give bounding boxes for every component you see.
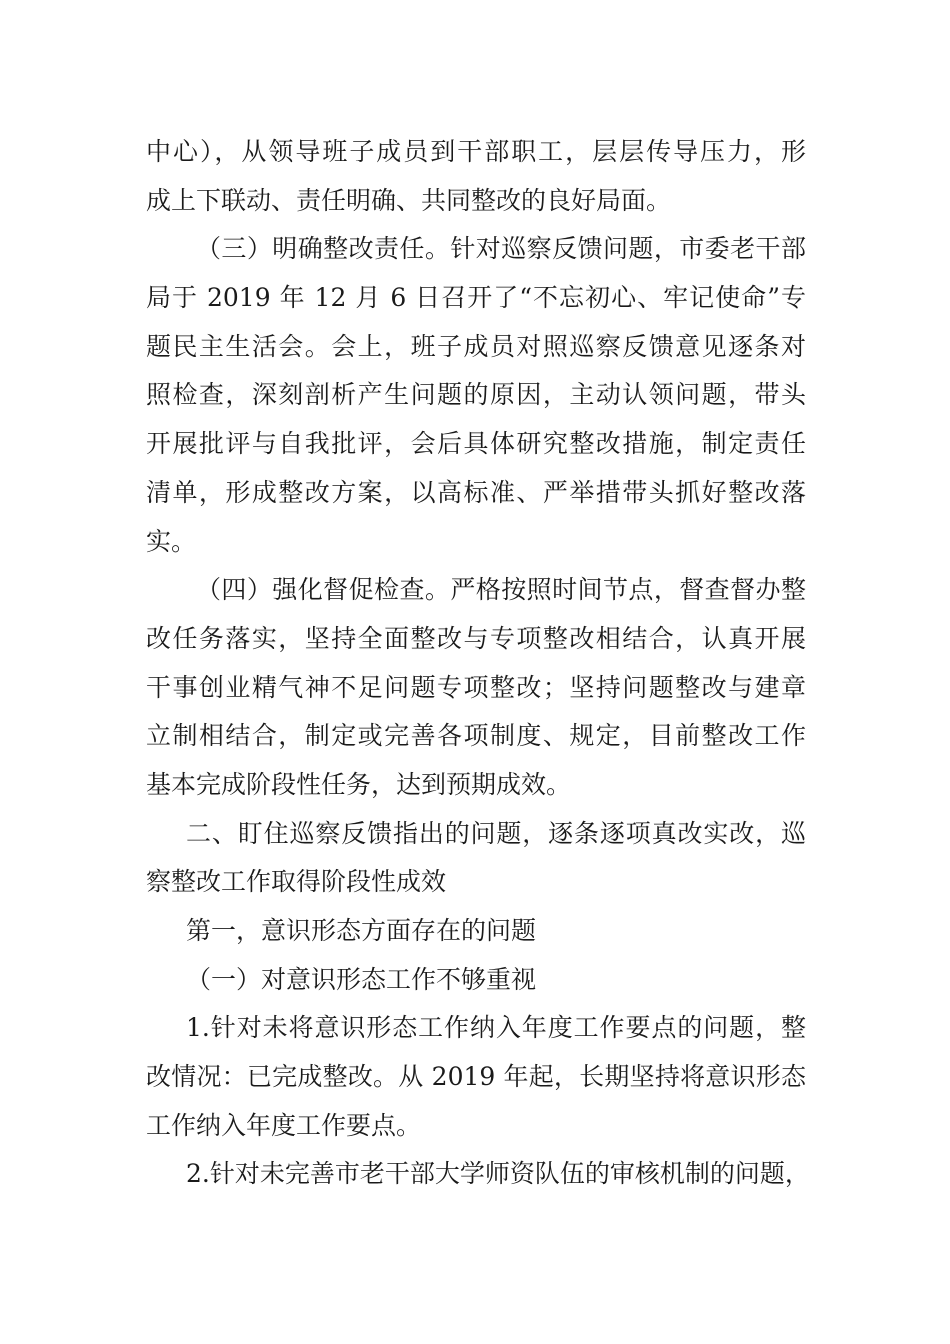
text-line: 开展批评与自我批评，会后具体研究整改措施，制定责任: [146, 429, 806, 459]
paragraph-section-4: [146, 566, 806, 809]
text-line: 二、盯住巡察反馈指出的问题，逐条逐项真改实改，巡: [186, 818, 806, 848]
text-line: （三）明确整改责任。针对巡察反馈问题，市委老干部: [196, 234, 806, 264]
section-heading-two: [146, 810, 806, 907]
paragraph-continuation: [146, 128, 806, 225]
text-line: 第一，意识形态方面存在的问题: [186, 916, 537, 945]
subsection-first: [146, 907, 806, 956]
text-line: 清单，形成整改方案，以高标准、严举措带头抓好整改落: [146, 477, 806, 507]
numbered-item-2: [146, 1150, 810, 1199]
text-line: 中心），从领导班子成员到干部职工，层层传导压力，形: [146, 137, 806, 166]
text-line: 干事创业精气神不足问题专项整改；坚持问题整改与建章: [146, 672, 806, 702]
text-line: 照检查，深刻剖析产生问题的原因，主动认领问题，带头: [146, 380, 806, 410]
numbered-item-1: [146, 1004, 806, 1150]
text-line: 1.针对未将意识形态工作纳入年度工作要点的问题，整: [186, 1013, 806, 1043]
paragraph-section-3: [146, 225, 806, 566]
text-line: （一）对意识形态工作不够重视: [186, 964, 537, 994]
text-line: 局于 2019 年 12 月 6 日召开了“不忘初心、牢记使命”专: [146, 283, 806, 313]
text-line: 工作纳入年度工作要点。: [146, 1110, 422, 1140]
text-line: （四）强化督促检查。严格按照时间节点，督查督办整: [196, 575, 806, 605]
text-line: 题民主生活会。会上，班子成员对照巡察反馈意见逐条对: [146, 331, 806, 361]
text-line: 立制相结合，制定或完善各项制度、规定，目前整改工作: [146, 721, 806, 751]
text-line: 改任务落实，坚持全面整改与专项整改相结合，认真开展: [146, 623, 806, 653]
text-line: 成上下联动、责任明确、共同整改的良好局面。: [146, 185, 672, 215]
text-line: 2.针对未完善市老干部大学师资队伍的审核机制的问题，: [186, 1159, 810, 1189]
text-line: 察整改工作取得阶段性成效: [146, 867, 447, 897]
text-line: 改情况：已完成整改。从 2019 年起，长期坚持将意识形态: [146, 1062, 806, 1092]
text-line: 实。: [146, 526, 197, 556]
text-line: 基本完成阶段性任务，达到预期成效。: [146, 769, 572, 799]
document-body: [146, 128, 810, 1199]
subsection-item-1: [146, 956, 806, 1005]
